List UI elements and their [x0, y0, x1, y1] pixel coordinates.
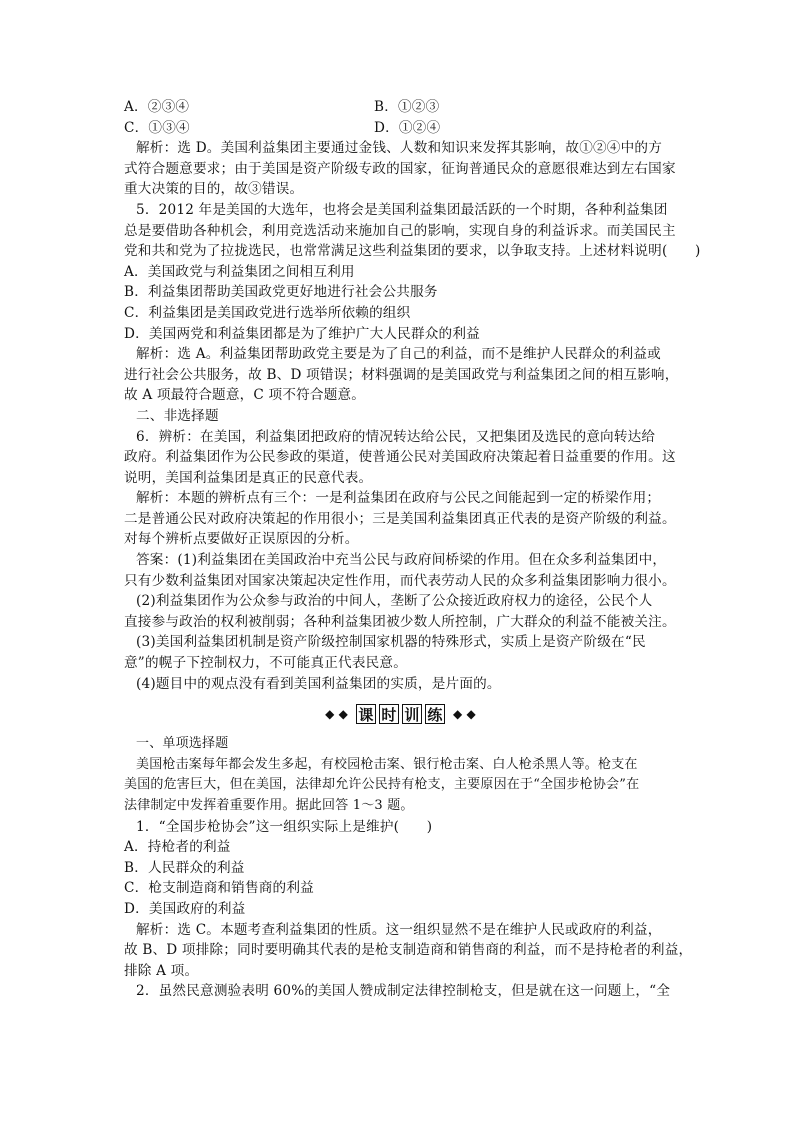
answer-q6-line7: (4)题目中的观点没有看到美国利益集团的实质，是片面的。 — [136, 675, 501, 692]
question-5-option-d: D．美国两党和利益集团都是为了维护广大人民群众的利益 — [124, 325, 480, 342]
answer-q6-line6: 意”的幌子下控制权力，不可能真正代表民意。 — [124, 655, 408, 672]
material-line2: 美国的危害巨大，但在美国，法律却允许公民持有枪支，主要原因在于“全国步枪协会”在 — [124, 777, 640, 793]
diamond-icon-left-1: ◆ — [325, 706, 335, 721]
analysis-q4-line1: 解析：选 D。美国利益集团主要通过金钱、人数和知识来发挥其影响，故①②④中的方 — [136, 140, 662, 157]
material-line3: 法律制定中发挥着重要作用。据此回答 1～3 题。 — [124, 798, 414, 813]
section-title-char-2: 时 — [379, 704, 399, 724]
analysis-q1-line1: 解析：选 C。本题考查利益集团的性质。这一组织显然不是在维护人民或政府的利益， — [136, 921, 662, 938]
question-6-line2: 政府。利益集团作为公民参政的渠道，使普通公民对美国政府决策起着日益重要的作用。这 — [124, 449, 676, 466]
question-6-line3: 说明，美国利益集团是真正的民意代表。 — [124, 469, 373, 486]
section-title-char-1: 课 — [356, 704, 376, 724]
diamond-icon-left-2: ◆ — [338, 706, 348, 721]
analysis-q4-line3: 重大决策的目的，故③错误。 — [124, 181, 304, 198]
page-content — [124, 97, 701, 1002]
question-2-line1: 2．虽然民意测验表明 60%的美国人赞成制定法律控制枪支，但是就在这一问题上，“全 — [136, 983, 671, 1000]
analysis-q5-line3: 故 A 项最符合题意，C 项不符合题意。 — [124, 387, 366, 404]
section-title-char-4: 练 — [425, 704, 445, 724]
question-6-line1: 6．辨析：在美国，利益集团把政府的情况转达给公民，又把集团及选民的意向转达给 — [136, 428, 656, 445]
question-5-line2: 总是要借助各种机会，利用竞选活动来施加自己的影响，实现自身的利益诉求。而美国民主 — [124, 222, 676, 239]
analysis-q6-line1: 解析：本题的辨析点有三个：一是利益集团在政府与公民之间能起到一定的桥梁作用； — [136, 490, 661, 507]
question-1-option-a: A．持枪者的利益 — [124, 839, 231, 856]
options-row-2 — [124, 118, 677, 139]
options-row-1 — [124, 97, 677, 118]
analysis-q1-line3: 排除 A 项。 — [124, 962, 199, 979]
answer-q6-line3: (2)利益集团作为公众参与政治的中间人，垄断了公众接近政府权力的途径，公民个人 — [136, 593, 653, 610]
answer-q6-line5: (3)美国利益集团机制是资产阶级控制国家机器的特殊形式，实质上是资产阶级在“民 — [136, 634, 646, 651]
section-divider-lesson-training — [124, 702, 677, 726]
section-title — [356, 704, 445, 724]
option-c: C．①③④ — [124, 119, 190, 136]
question-5-option-a: A．美国政党与利益集团之间相互利用 — [124, 263, 355, 280]
option-d: D．①②④ — [374, 119, 441, 136]
question-1-option-c: C．枪支制造商和销售商的利益 — [124, 880, 314, 897]
option-b: B．①②③ — [374, 99, 440, 115]
diamond-icon-right-2: ◆ — [466, 706, 476, 721]
analysis-q4-line2: 式符合题意要求；由于美国是资产阶级专政的国家，征询普通民众的意愿很难达到左右国家 — [124, 160, 676, 177]
analysis-q1-line2: 故 B、D 项排除；同时要明确其代表的是枪支制造商和销售商的利益，而不是持枪者的利益， — [124, 942, 693, 959]
section-heading-single-choice: 一、单项选择题 — [136, 736, 229, 752]
section-title-char-3: 训 — [402, 704, 422, 724]
question-5-line3: 党和共和党为了拉拢选民，也常常满足这些利益集团的要求，以争取支持。上述材料说明( ) — [124, 243, 701, 260]
analysis-q5-line2: 进行社会公共服务，故 B、D 项错误；材料强调的是美国政党与利益集团之间的相互影响， — [124, 366, 679, 383]
answer-q6-line1: 答案：(1)利益集团在美国政治中充当公民与政府间桥梁的作用。但在众多利益集团中， — [136, 552, 667, 569]
question-1-option-d: D．美国政府的利益 — [124, 900, 246, 917]
answer-q6-line2: 只有少数利益集团对国家决策起决定性作用，而代表劳动人民的众多利益集团影响力很小。 — [124, 572, 676, 589]
analysis-q6-line3: 对每个辨析点要做好正误原因的分析。 — [124, 531, 359, 548]
material-line1: 美国枪击案每年都会发生多起，有校园枪击案、银行枪击案、白人枪杀黑人等。枪支在 — [136, 756, 638, 772]
question-1-option-b: B．人民群众的利益 — [124, 859, 245, 876]
diamond-icon-right-1: ◆ — [453, 706, 463, 721]
section-heading-nonchoice: 二、非选择题 — [136, 407, 219, 424]
question-5-option-c: C．利益集团是美国政党进行选举所依赖的组织 — [124, 304, 411, 321]
analysis-q5-line1: 解析：选 A。利益集团帮助政党主要是为了自己的利益，而不是维护人民群众的利益或 — [136, 346, 661, 363]
option-a: A．②③④ — [124, 99, 190, 115]
question-1-stem: 1．“全国步枪协会”这一组织实际上是维护( ) — [136, 818, 433, 835]
analysis-q6-line2: 二是普通公民对政府决策起的作用很小；三是美国利益集团真正代表的是资产阶级的利益。 — [124, 510, 676, 527]
answer-q6-line4: 直接参与政治的权利被削弱；各种利益集团被少数人所控制，广大群众的利益不能被关注。 — [124, 613, 676, 630]
question-5-line1: 5．2012 年是美国的大选年，也将会是美国利益集团最活跃的一个时期，各种利益集团 — [136, 201, 668, 218]
question-5-option-b: B．利益集团帮助美国政党更好地进行社会公共服务 — [124, 284, 438, 301]
